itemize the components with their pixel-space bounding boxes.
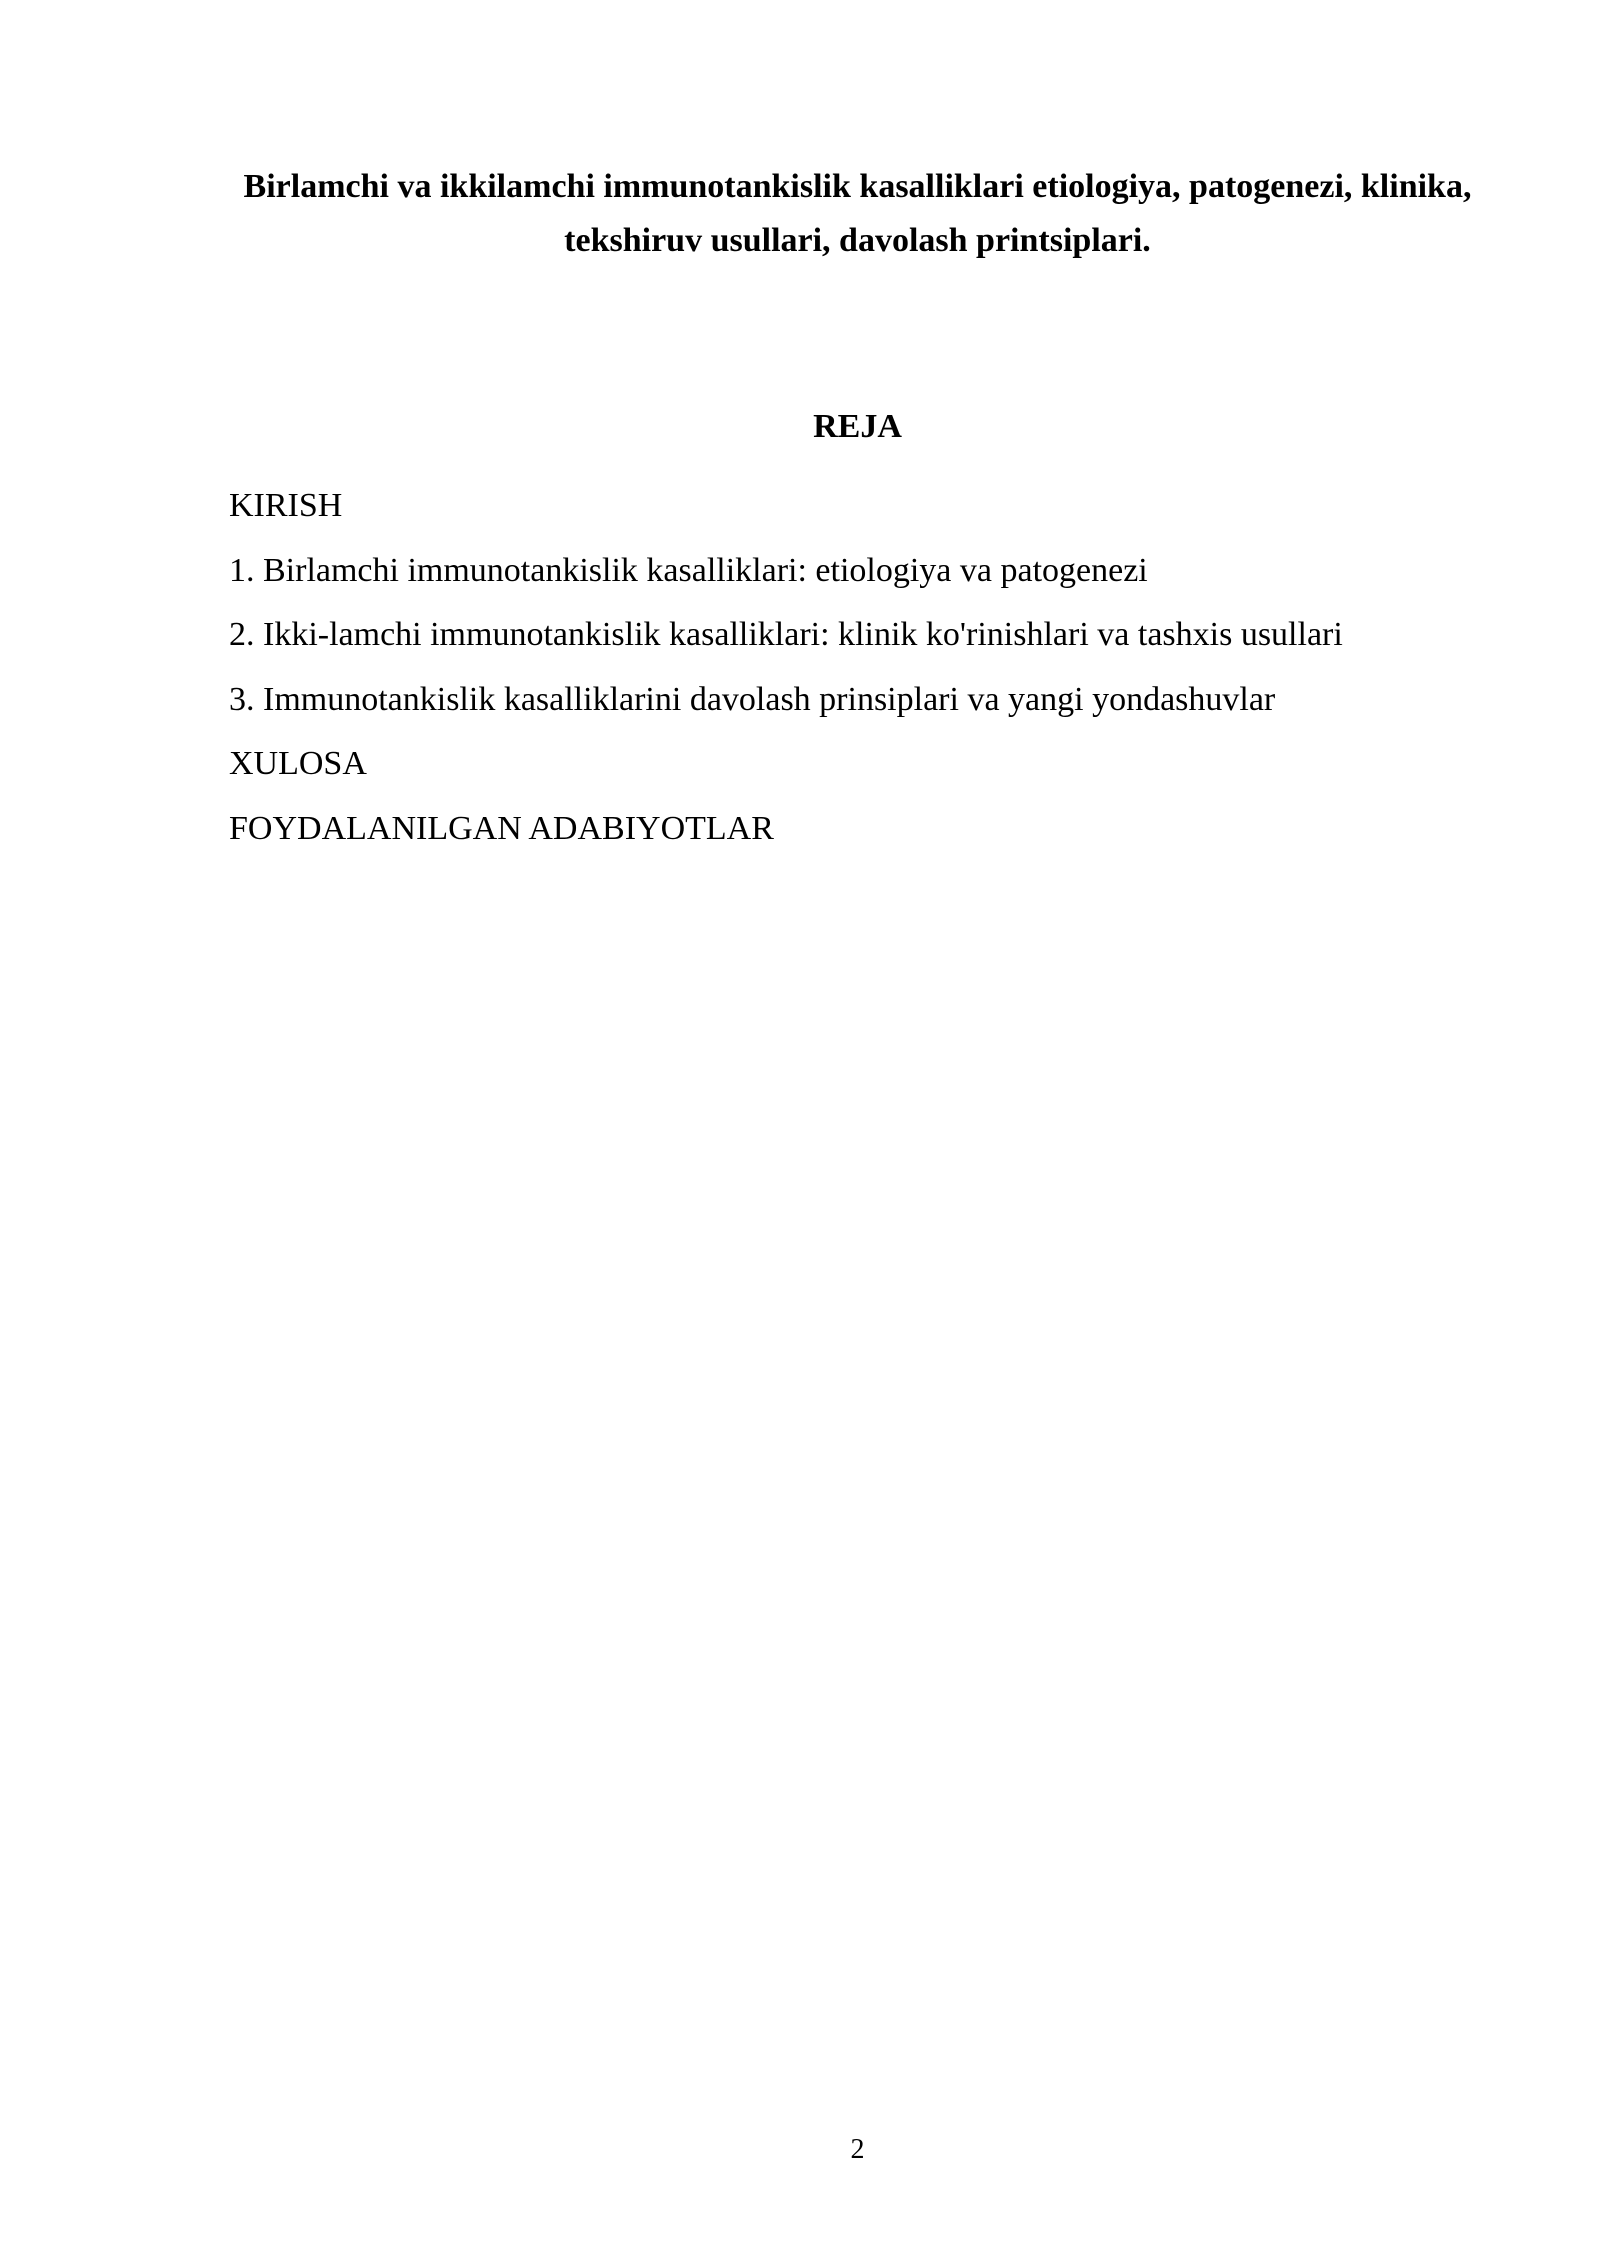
plan-item-1: 1. Birlamchi immunotankislik kasalliklari: etiologiya va patogenezi: [229, 551, 1148, 589]
document-title: Birlamchi va ikkilamchi immunotankislik kasalliklari etiologiya, patogenezi, klinika, tekshiruv usullari, davolash printsiplari.: [243, 168, 1472, 259]
plan-item-intro: KIRISH: [229, 487, 343, 524]
plan-item-2: 2. Ikki-lamchi immunotankislik kasalliklari: klinik ko'rinishlari va tashxis usullari: [229, 616, 1343, 653]
plan-item-3: 3. Immunotankislik kasalliklarini davolash prinsiplari va yangi yondashuvlar: [229, 680, 1276, 718]
plan-item-conclusion: XULOSA: [229, 745, 367, 782]
page-number: 2: [850, 2134, 865, 2165]
plan-list: [229, 474, 1529, 861]
plan-heading: REJA: [813, 408, 902, 445]
plan-item-references: FOYDALANILGAN ADABIYOTLAR: [229, 809, 774, 847]
